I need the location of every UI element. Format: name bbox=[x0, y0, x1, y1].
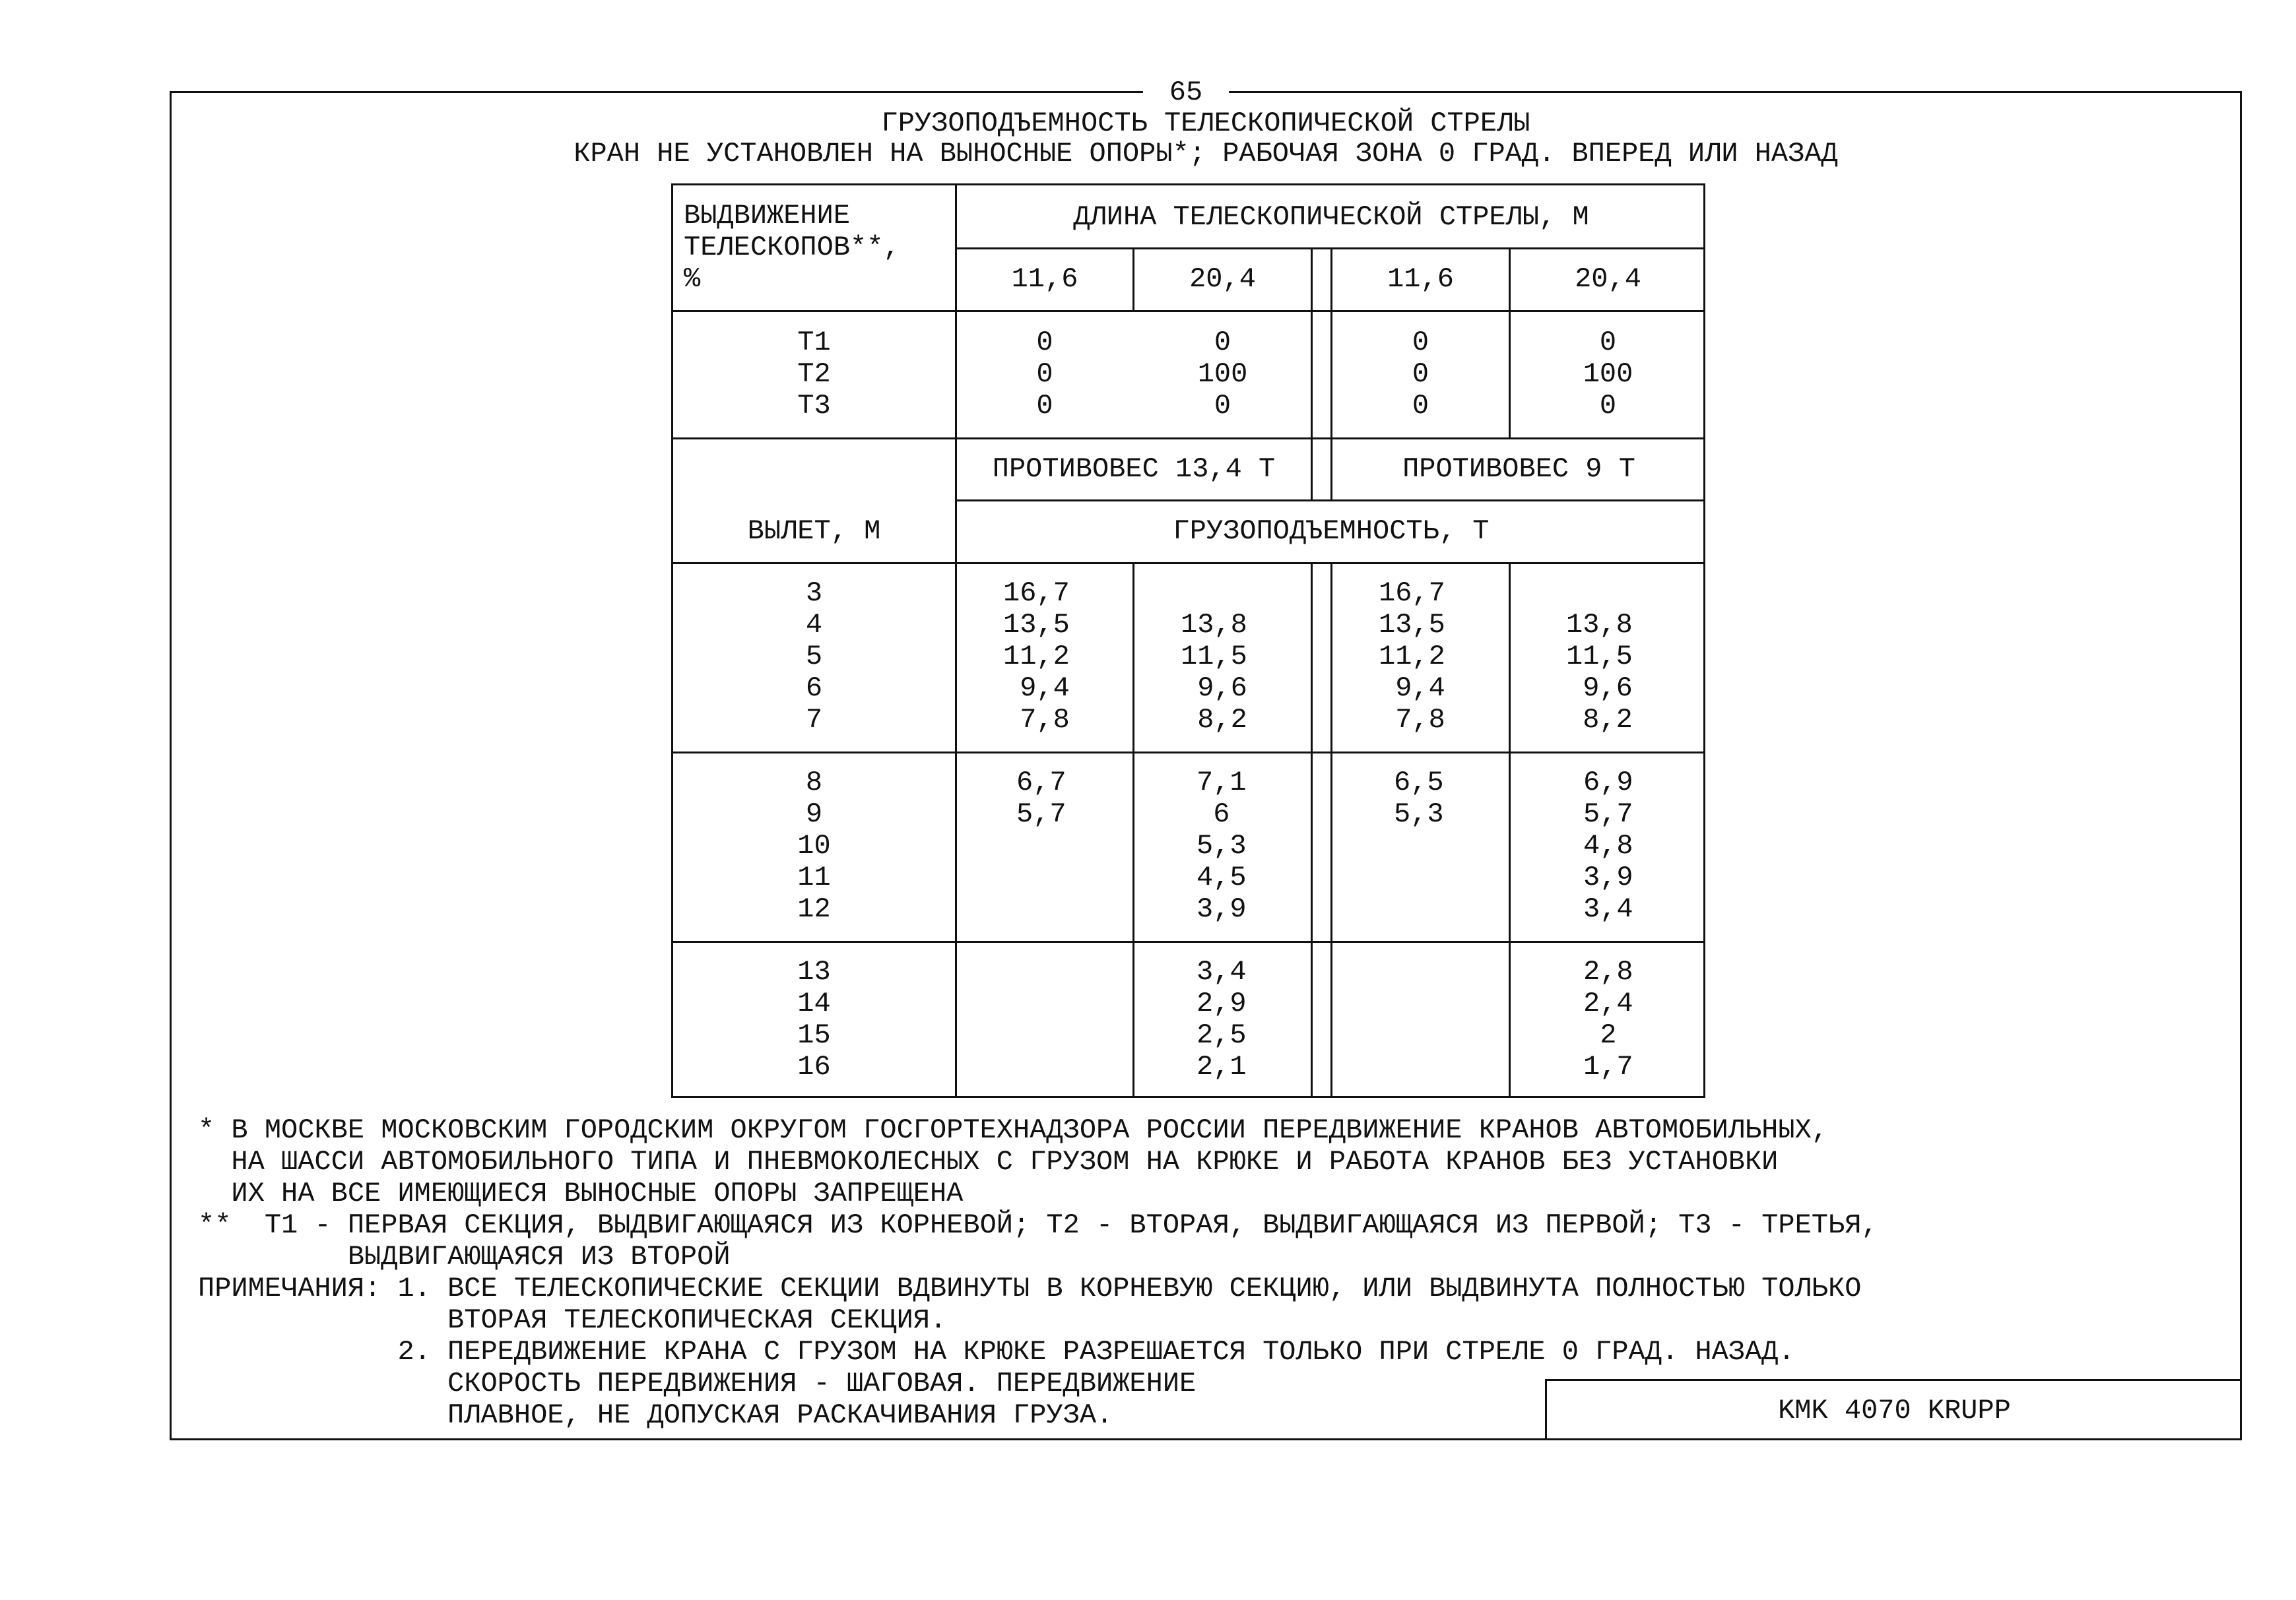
extension-header: ВЫДВИЖЕНИЕ ТЕЛЕСКОПОВ**, % bbox=[684, 200, 900, 295]
sections-cell: Т1 Т2 Т3 bbox=[797, 327, 831, 422]
capacity-values: 6,7 5,7 bbox=[1016, 767, 1066, 830]
column-divider bbox=[955, 185, 957, 1096]
capacity-header: ГРУЗОПОДЪЕМНОСТЬ, Т bbox=[1173, 515, 1490, 547]
row-divider bbox=[673, 752, 1703, 753]
extension-values: 0 0 0 bbox=[1036, 327, 1053, 422]
load-chart-table bbox=[671, 183, 1705, 1098]
extension-values: 0 100 0 bbox=[1197, 327, 1248, 422]
column-divider bbox=[1311, 247, 1313, 437]
table-title: ГРУЗОПОДЪЕМНОСТЬ ТЕЛЕСКОПИЧЕСКОЙ СТРЕЛЫ bbox=[881, 108, 1530, 139]
capacity-values: 6,5 5,3 bbox=[1394, 767, 1444, 830]
length-cell: 11,6 bbox=[1011, 263, 1078, 295]
reach-values: 3 4 5 6 7 bbox=[805, 577, 823, 736]
table-subtitle: КРАН НЕ УСТАНОВЛЕН НА ВЫНОСНЫЕ ОПОРЫ*; РАБОЧАЯ ЗОНА 0 ГРАД. ВПЕРЕД ИЛИ НАЗАД bbox=[574, 138, 1838, 170]
capacity-values: 16,7 13,5 11,2 9,4 7,8 bbox=[1003, 577, 1070, 736]
column-divider bbox=[1509, 562, 1511, 1096]
column-divider bbox=[1330, 562, 1332, 1096]
capacity-values: 2,8 2,4 2 1,7 bbox=[1583, 956, 1633, 1083]
column-divider bbox=[1311, 437, 1313, 499]
remarks: 2. ПЕРЕДВИЖЕНИЕ КРАНА С ГРУЗОМ НА КРЮКЕ РАЗРЕШАЕТСЯ ТОЛЬКО ПРИ СТРЕЛЕ 0 ГРАД. НАЗАД. bbox=[198, 1336, 1795, 1368]
column-divider bbox=[1311, 562, 1313, 1096]
capacity-values: 13,8 11,5 9,6 8,2 bbox=[1181, 609, 1247, 736]
reach-values: 8 9 10 11 12 bbox=[797, 767, 831, 925]
reach-values: 13 14 15 16 bbox=[797, 956, 831, 1083]
capacity-values: 6,9 5,7 4,8 3,9 3,4 bbox=[1583, 767, 1633, 925]
boom-length-header: ДЛИНА ТЕЛЕСКОПИЧЕСКОЙ СТРЕЛЫ, М bbox=[1073, 201, 1589, 233]
footnote-star: ИХ НА ВСЕ ИМЕЮЩИЕСЯ ВЫНОСНЫЕ ОПОРЫ ЗАПРЕЩЕНА bbox=[198, 1178, 964, 1209]
row-divider bbox=[955, 247, 1703, 249]
row-divider bbox=[673, 562, 1703, 564]
capacity-values: 7,1 6 5,3 4,5 3,9 bbox=[1197, 767, 1247, 925]
row-divider bbox=[673, 310, 1703, 312]
row-divider bbox=[673, 437, 1703, 439]
remarks: ПЛАВНОЕ, НЕ ДОПУСКАЯ РАСКАЧИВАНИЯ ГРУЗА. bbox=[198, 1399, 1113, 1431]
remarks: СКОРОСТЬ ПЕРЕДВИЖЕНИЯ - ШАГОВАЯ. ПЕРЕДВИЖЕНИЕ bbox=[198, 1368, 1197, 1399]
capacity-values: 16,7 13,5 11,2 9,4 7,8 bbox=[1379, 577, 1445, 736]
reach-header: ВЫЛЕТ, М bbox=[747, 515, 881, 547]
length-cell: 11,6 bbox=[1387, 263, 1454, 295]
extension-values: 0 100 0 bbox=[1583, 327, 1633, 422]
counterweight-label: ПРОТИВОВЕС 9 Т bbox=[1402, 453, 1635, 485]
capacity-values: 13,8 11,5 9,6 8,2 bbox=[1566, 609, 1633, 736]
extension-values: 0 0 0 bbox=[1412, 327, 1429, 422]
length-cell: 20,4 bbox=[1575, 263, 1641, 295]
remarks: ПРИМЕЧАНИЯ: 1. ВСЕ ТЕЛЕСКОПИЧЕСКИЕ СЕКЦИИ ВДВИНУТЫ В КОРНЕВУЮ СЕКЦИЮ, ИЛИ ВЫДВИНУТА ПОЛНОСТЬЮ ТОЛЬКО bbox=[198, 1273, 1862, 1304]
footnote-star: НА ШАССИ АВТОМОБИЛЬНОГО ТИПА И ПНЕВМОКОЛЕСНЫХ С ГРУЗОМ НА КРЮКЕ И РАБОТА КРАНОВ БЕЗ УСТАНОВКИ bbox=[198, 1146, 1779, 1178]
page-number: 65 bbox=[1143, 74, 1229, 111]
length-cell: 20,4 bbox=[1189, 263, 1256, 295]
footnote-double-star: ** Т1 - ПЕРВАЯ СЕКЦИЯ, ВЫДВИГАЮЩАЯСЯ ИЗ КОРНЕВОЙ; Т2 - ВТОРАЯ, ВЫДВИГАЮЩАЯСЯ ИЗ ПЕРВОЙ; Т3 - ТРЕТЬЯ, bbox=[198, 1209, 1878, 1241]
model-label: KMK 4070 KRUPP bbox=[1545, 1379, 2242, 1440]
row-divider bbox=[955, 499, 1703, 501]
counterweight-label: ПРОТИВОВЕС 13,4 Т bbox=[992, 453, 1276, 485]
capacity-values: 3,4 2,9 2,5 2,1 bbox=[1197, 956, 1247, 1083]
footnote-star: * В МОСКВЕ МОСКОВСКИМ ГОРОДСКИМ ОКРУГОМ ГОСГОРТЕХНАДЗОРА РОССИИ ПЕРЕДВИЖЕНИЕ КРАНОВ АВТОМОБИЛЬНЫХ, bbox=[198, 1114, 1829, 1146]
row-divider bbox=[673, 941, 1703, 943]
remarks: ВТОРАЯ ТЕЛЕСКОПИЧЕСКАЯ СЕКЦИЯ. bbox=[198, 1304, 947, 1336]
column-divider bbox=[1132, 562, 1134, 1096]
footnote-double-star: ВЫДВИГАЮЩАЯСЯ ИЗ ВТОРОЙ bbox=[198, 1241, 731, 1273]
